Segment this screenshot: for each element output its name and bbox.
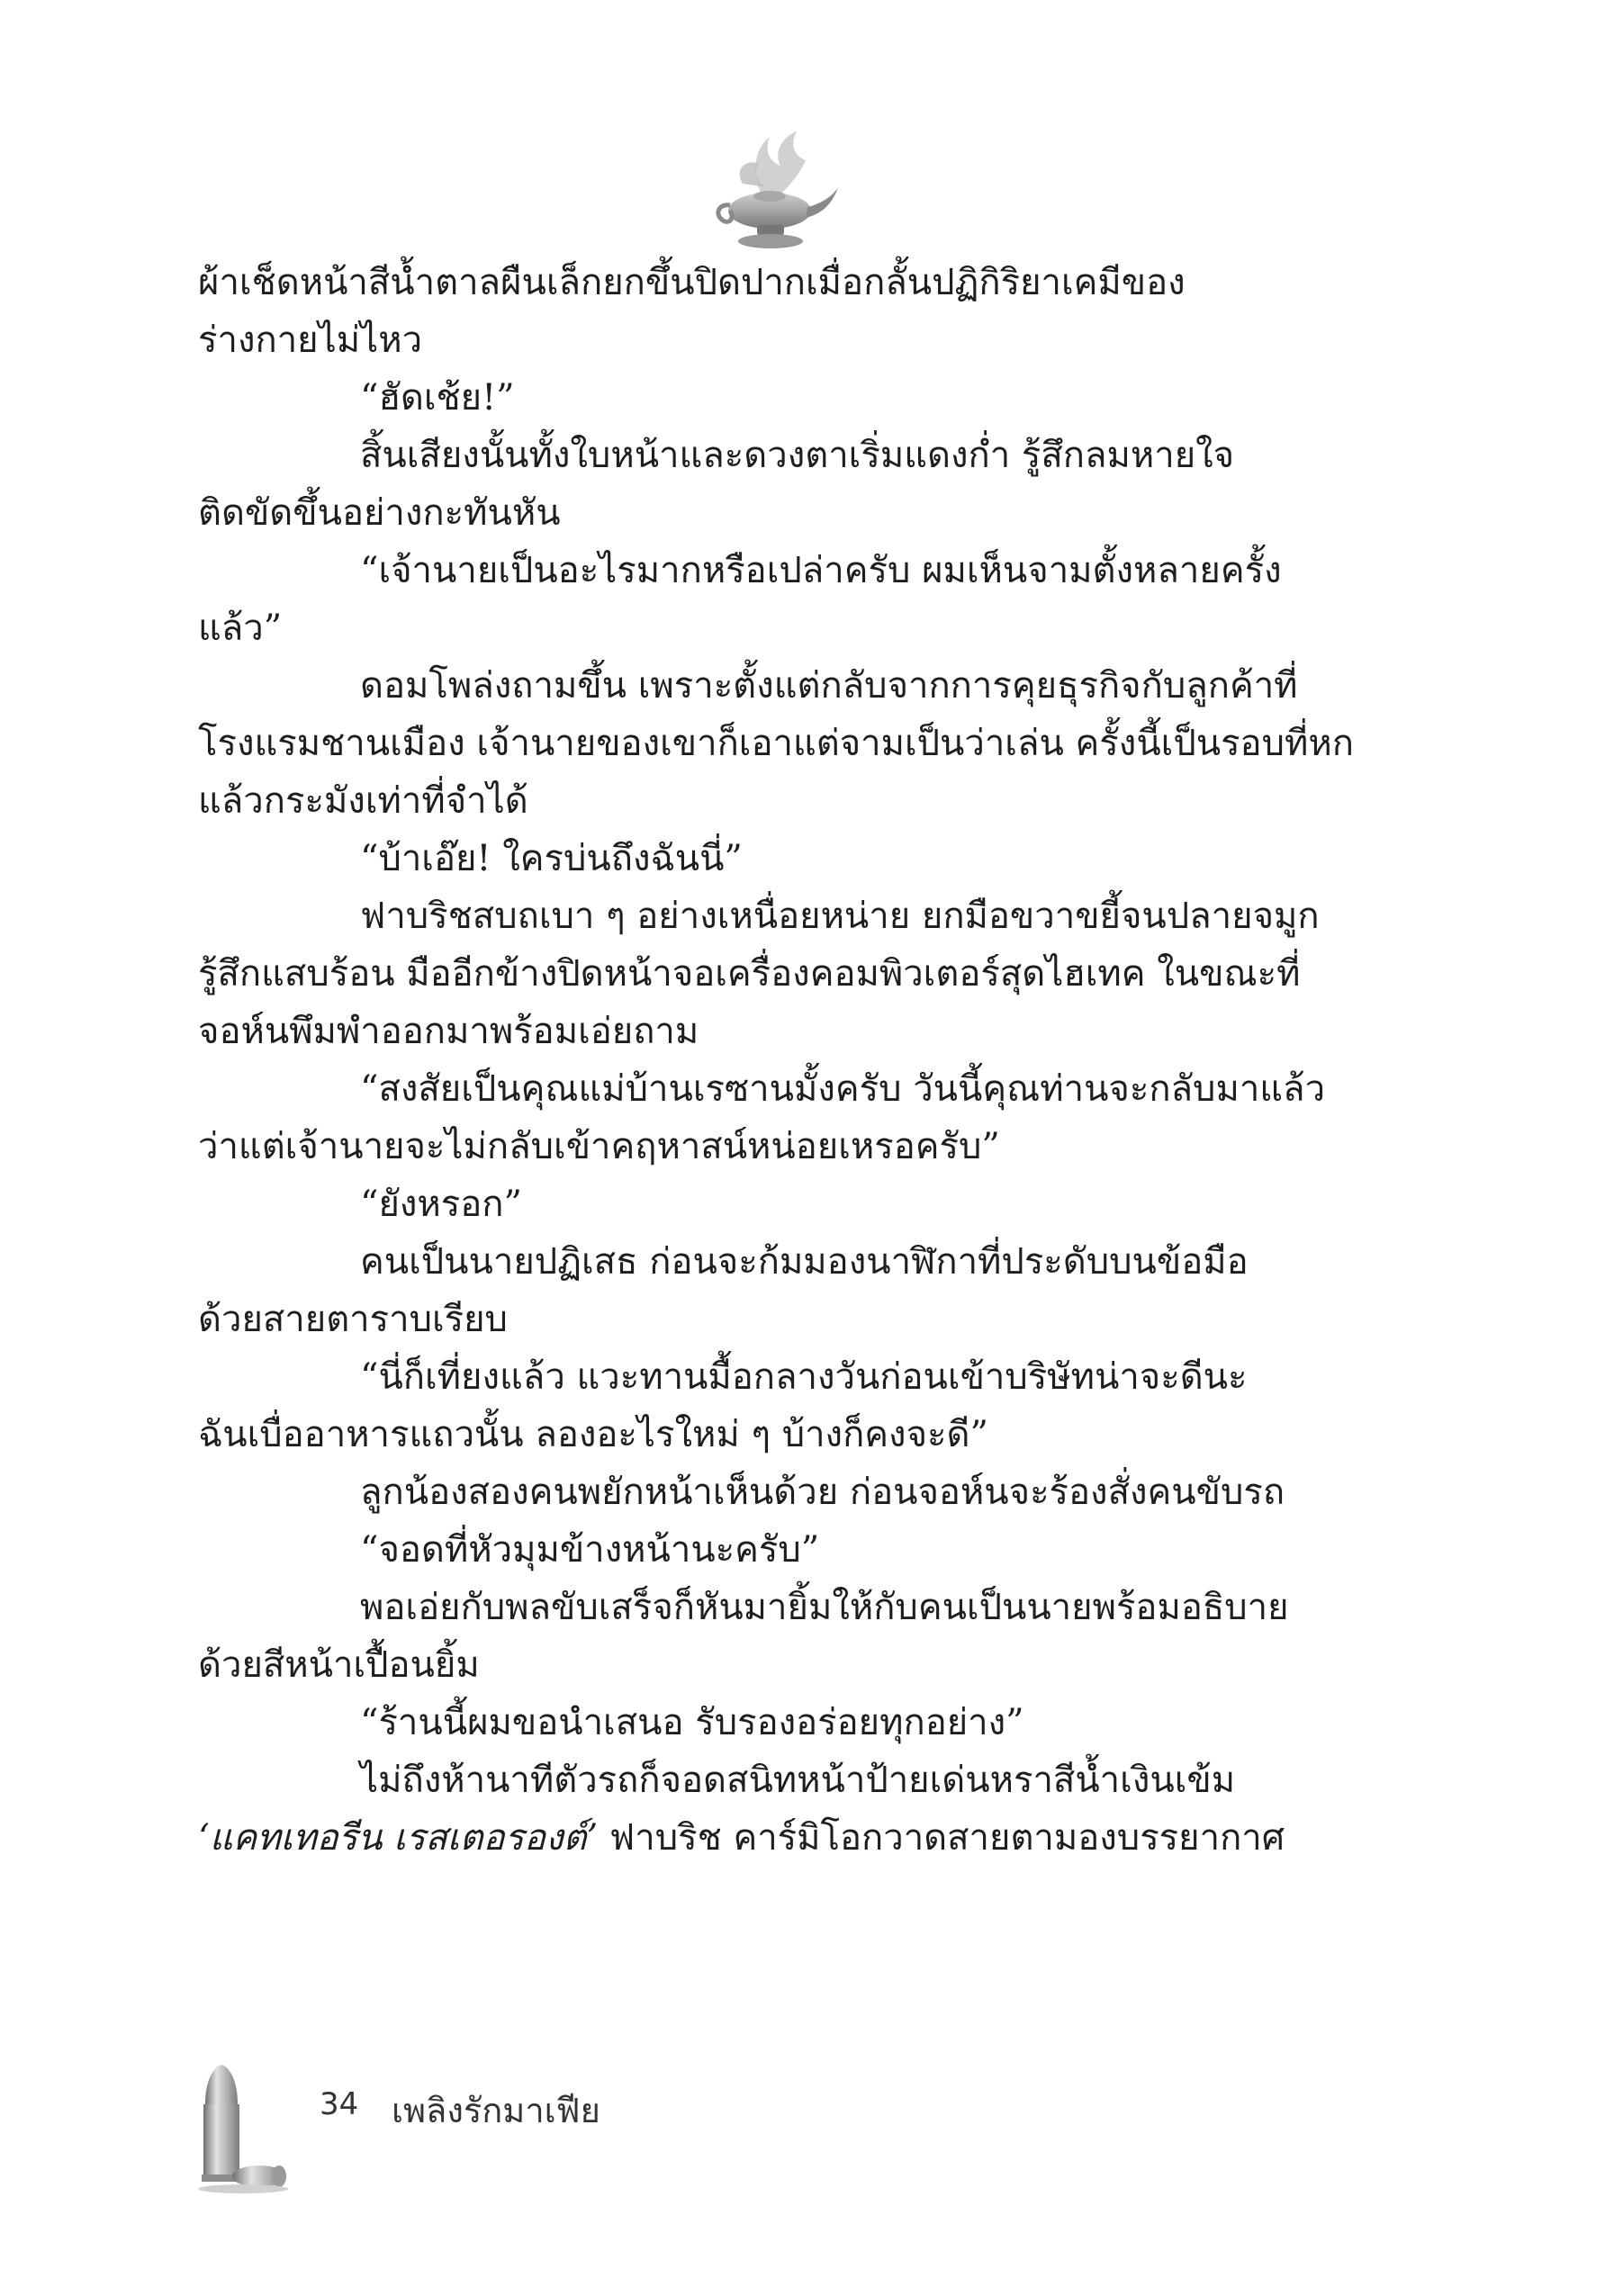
text-line: ด้วยสายตาราบเรียบ [198, 1299, 508, 1340]
text-line: ด้วยสีหน้าเปื้อนยิ้ม [198, 1644, 480, 1686]
text-line: สิ้นเสียงนั้นทั้งใบหน้าและดวงตาเริ่มแดงก่ำ รู้สึกลมหายใจ [360, 435, 1235, 476]
text-line: แล้ว” [198, 608, 283, 649]
page-number: 34 [320, 2086, 359, 2122]
restaurant-name: ‘แคทเทอรีน เรสเตอรองต์’ [198, 1817, 599, 1859]
text-line [198, 1809, 1285, 1867]
text-line: แล้วกระมังเท่าที่จำได้ [198, 780, 528, 822]
text-line: โรงแรมชานเมือง เจ้านายของเขาก็เอาแต่จามเป็นว่าเล่น ครั้งนี้เป็นรอบที่หก [198, 723, 1354, 764]
text-line: “เจ้านายเป็นอะไรมากหรือเปล่าครับ ผมเห็นจามตั้งหลายครั้ง [360, 550, 1282, 591]
text-line: ฟาบริชสบถเบา ๆ อย่างเหนื่อยหน่าย ยกมือขวาขยี้จนปลายจมูก [360, 896, 1320, 937]
text-line: ติดขัดขึ้นอย่างกะทันหัน [198, 492, 561, 534]
text-line: “จอดที่หัวมุมข้างหน้านะครับ” [360, 1529, 820, 1571]
text-line: คนเป็นนายปฏิเสธ ก่อนจะก้มมองนาฬิกาที่ประดับบนข้อมือ [360, 1241, 1249, 1283]
book-title: เพลิงรักมาเฟีย [392, 2091, 600, 2130]
text-line: ว่าแต่เจ้านายจะไม่กลับเข้าคฤหาสน์หน่อยเหรอครับ” [198, 1126, 1000, 1167]
text-line: จอห์นพึมพำออกมาพร้อมเอ่ยถาม [198, 1011, 699, 1052]
text-line: ฉันเบื่ออาหารแถวนั้น ลองอะไรใหม่ ๆ บ้างก็คงจะดี” [198, 1414, 988, 1455]
line-text: ฟาบริช คาร์มิโอกวาดสายตามองบรรยากาศ [598, 1817, 1285, 1859]
genie-lamp-icon [707, 110, 842, 263]
text-line: “ยังหรอก” [360, 1184, 522, 1225]
text-line: “สงสัยเป็นคุณแม่บ้านเรซานมั้งครับ วันนี้คุณท่านจะกลับมาแล้ว [360, 1068, 1326, 1110]
text-line: “บ้าเอ๊ย! ใครบ่นถึงฉันนี่” [360, 838, 743, 879]
text-line: “ร้านนี้ผมขอนำเสนอ รับรองอร่อยทุกอย่าง” [360, 1702, 1024, 1743]
text-line: “ฮัดเช้ย!” [360, 377, 515, 419]
text-line: ดอมโพล่งถามขึ้น เพราะตั้งแต่กลับจากการคุยธุรกิจกับลูกค้าที่ [360, 665, 1298, 707]
text-line: พอเอ่ยกับพลขับเสร็จก็หันมายิ้มให้กับคนเป็นนายพร้อมอธิบาย [360, 1587, 1289, 1628]
text-line: ร่างกายไม่ไหว [198, 320, 423, 361]
page-footer [189, 2061, 909, 2196]
text-line: รู้สึกแสบร้อน มืออีกข้างปิดหน้าจอเครื่องคอมพิวเตอร์สุดไฮเทค ในขณะที่ [198, 953, 1301, 995]
text-line: ไม่ถึงห้านาทีตัวรถก็จอดสนิทหน้าป้ายเด่นหราสีน้ำเงินเข้ม [360, 1760, 1236, 1801]
text-line: ลูกน้องสองคนพยักหน้าเห็นด้วย ก่อนจอห์นจะร้องสั่งคนขับรถ [360, 1472, 1285, 1513]
text-line: ผ้าเช็ดหน้าสีน้ำตาลผืนเล็กยกขึ้นปิดปากเมื่อกลั้นปฏิกิริยาเคมีของ [198, 262, 1186, 303]
bullet-cartridge-icon [189, 2061, 297, 2196]
text-line: “นี่ก็เที่ยงแล้ว แวะทานมื้อกลางวันก่อนเข้าบริษัทน่าจะดีนะ [360, 1356, 1248, 1398]
